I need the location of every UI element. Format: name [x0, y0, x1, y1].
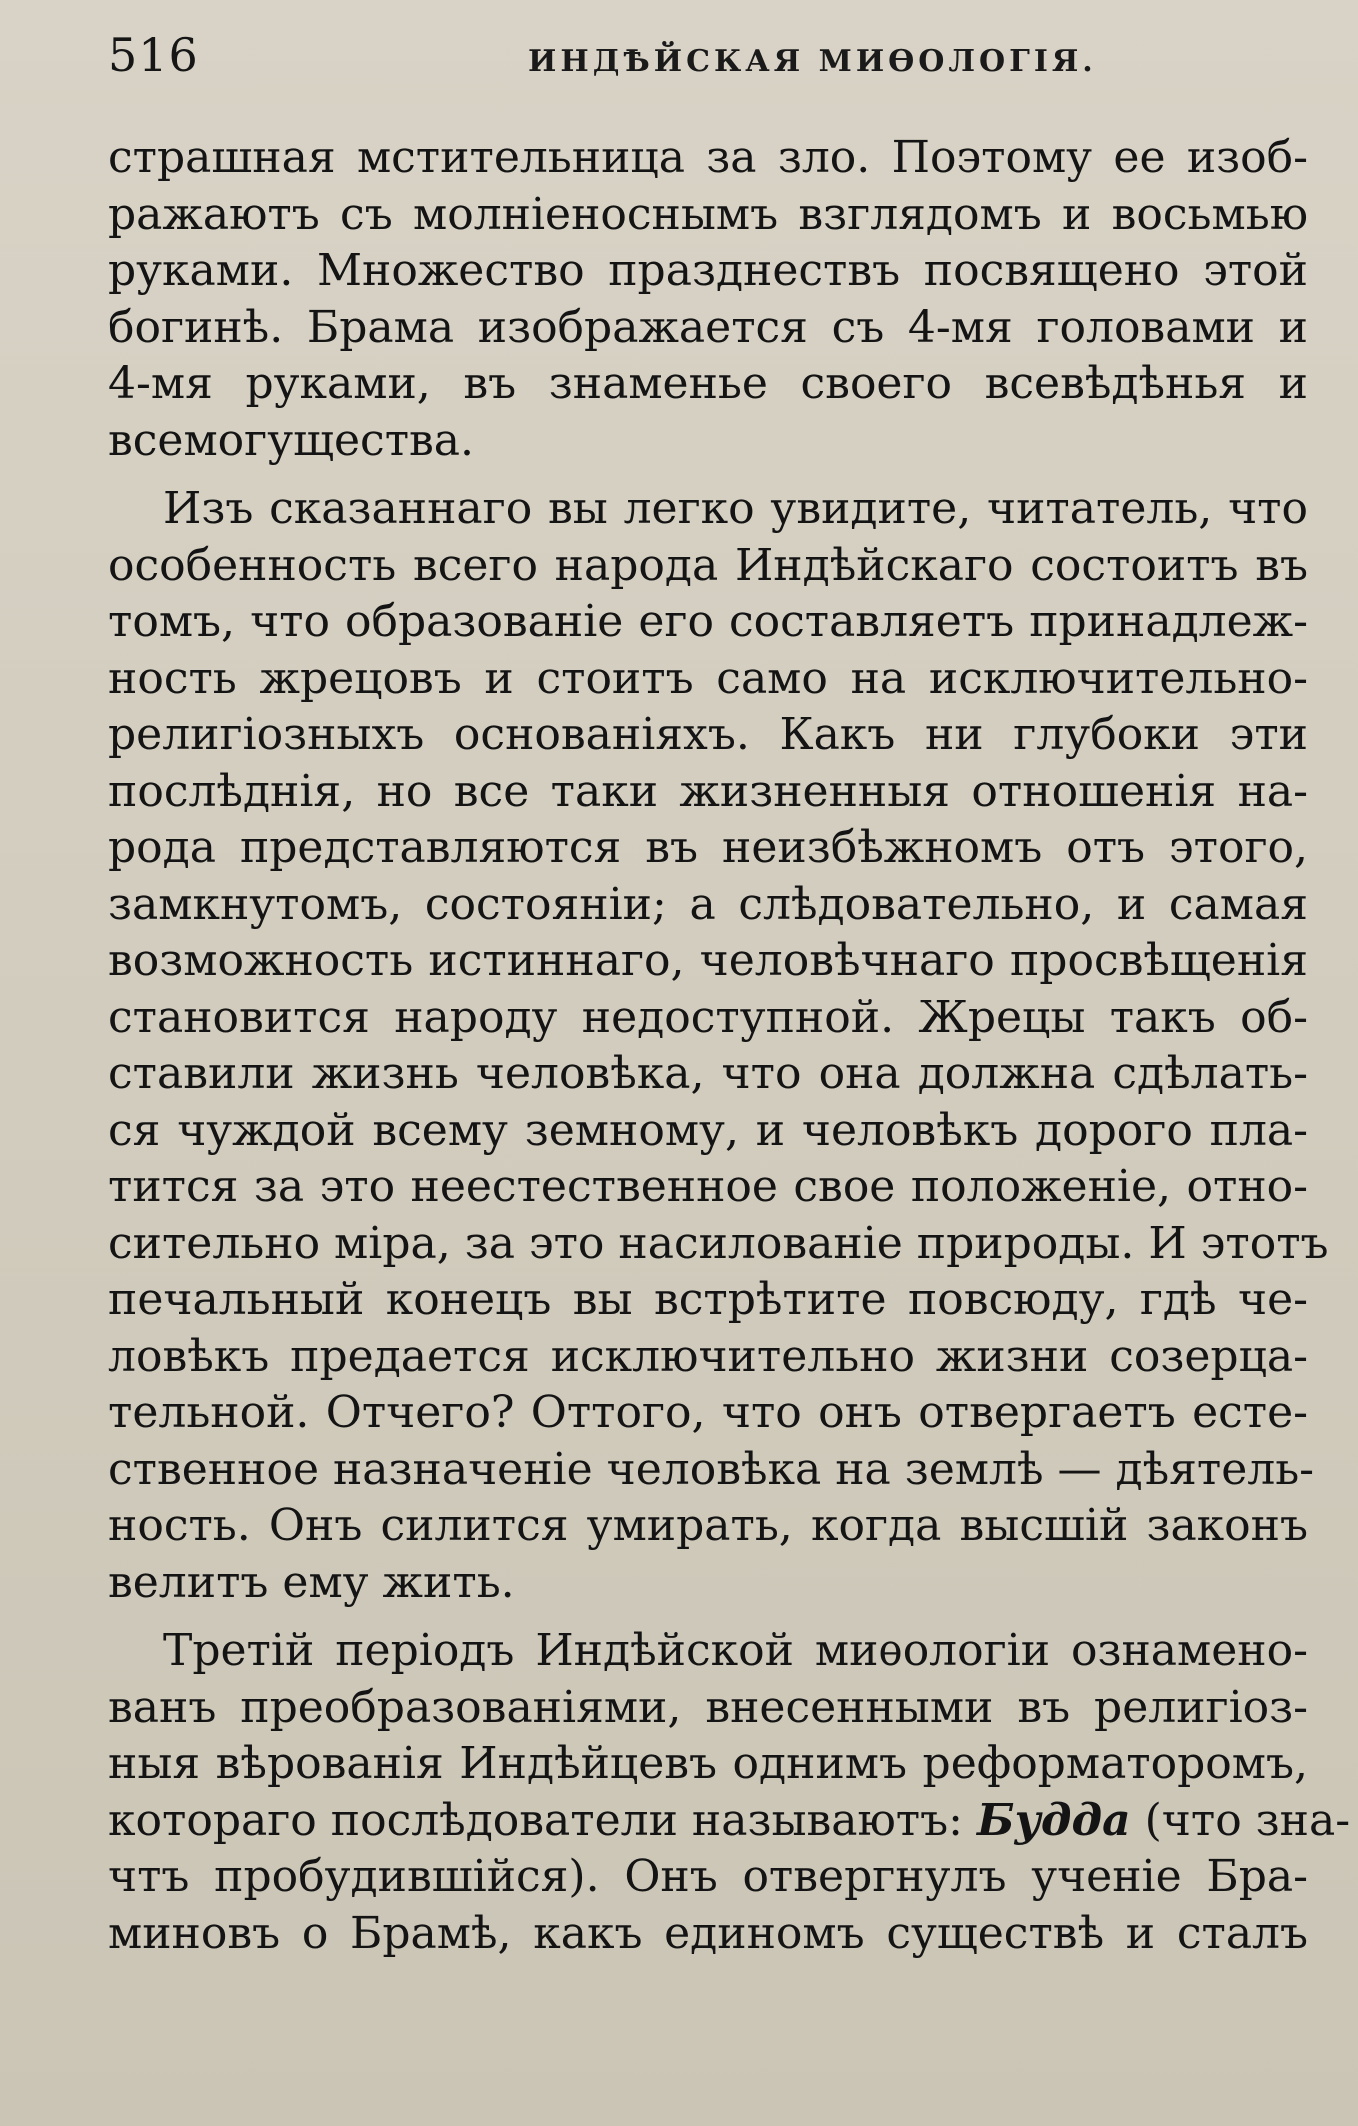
text-line: рода представляются въ неизбѣжномъ отъ этого,: [108, 822, 1308, 873]
text-line: ванъ преобразованіями, внесенными въ религіоз-: [108, 1681, 1308, 1733]
text-line: ставили жизнь человѣка, что она должна сдѣлать-: [108, 1048, 1308, 1099]
text-line: ность жрецовъ и стоитъ само на исключительно-: [108, 652, 1308, 704]
text-line: религіозныхъ основаніяхъ. Какъ ни глубоки эти: [108, 709, 1308, 760]
text-line: миновъ о Брамѣ, какъ единомъ существѣ и сталъ: [108, 1907, 1308, 1959]
text-line: 4-мя руками, въ знаменье своего всевѣдѣнья и: [108, 358, 1308, 409]
text-line: чтъ пробудившійся). Онъ отвергнулъ ученіе Бра-: [108, 1851, 1308, 1902]
emphasized-word: Будда: [976, 1794, 1131, 1846]
text-line: ныя вѣрованія Индѣйцевъ однимъ реформаторомъ,: [108, 1738, 1308, 1789]
text-line: ность. Онъ силится умирать, когда высшій законъ: [108, 1500, 1308, 1551]
text-line: велитъ ему жить.: [108, 1556, 515, 1608]
body-text: [108, 130, 1351, 1974]
text-line: всемогущества.: [108, 414, 475, 466]
text-line: богинѣ. Брама изображается съ 4-мя головами и: [108, 301, 1308, 353]
text-line: Изъ сказаннаго вы легко увидите, читатель, что: [163, 483, 1308, 534]
text-line: тится за это неестественное свое положеніе, отно-: [108, 1161, 1308, 1212]
text-line: тельной. Отчего? Оттого, что онъ отвергаетъ есте-: [108, 1387, 1308, 1438]
text-line: ражаютъ съ молніеноснымъ взглядомъ и восьмью: [108, 188, 1308, 240]
text-line: становится народу недоступной. Жрецы такъ об-: [108, 991, 1308, 1043]
text-line: страшная мстительница за зло. Поэтому ее изоб-: [108, 132, 1308, 183]
text-line: сительно міра, за это насилованіе природы. И этотъ: [108, 1217, 1329, 1269]
text-line: томъ, что образованіе его составляетъ принадлеж-: [108, 596, 1308, 647]
paragraph-1: [108, 130, 1308, 469]
text-line: руками. Множество празднествъ посвящено этой: [108, 245, 1308, 296]
paragraph-2: [108, 481, 1329, 1611]
text-line: ственное назначеніе человѣка на землѣ — дѣятель-: [108, 1443, 1315, 1495]
page-number: 516: [108, 28, 199, 82]
text-segment: (что зна-: [1144, 1794, 1351, 1846]
text-line: послѣднія, но все таки жизненныя отношенія на-: [108, 765, 1308, 817]
text-segment: котораго послѣдователи называютъ:: [108, 1794, 963, 1846]
text-line: возможность истиннаго, человѣчнаго просвѣщенія: [108, 935, 1308, 986]
running-title: ИНДѢЙСКАЯ МИѲОЛОГІЯ.: [528, 44, 1097, 79]
paragraph-3: [108, 1623, 1351, 1962]
page-header: [108, 24, 1308, 94]
text-line: Третій періодъ Индѣйской миѳологіи ознамено-: [163, 1625, 1308, 1676]
text-line: ся чуждой всему земному, и человѣкъ дорого пла-: [108, 1104, 1308, 1156]
text-line: замкнутомъ, состояніи; а слѣдовательно, и самая: [108, 878, 1308, 930]
text-line: особенность всего народа Индѣйскаго состоитъ въ: [108, 539, 1308, 591]
text-line: печальный конецъ вы встрѣтите повсюду, гдѣ че-: [108, 1274, 1308, 1325]
text-line: ловѣкъ предается исключительно жизни созерца-: [108, 1330, 1308, 1382]
text-line-with-emphasis: [108, 1793, 1351, 1850]
